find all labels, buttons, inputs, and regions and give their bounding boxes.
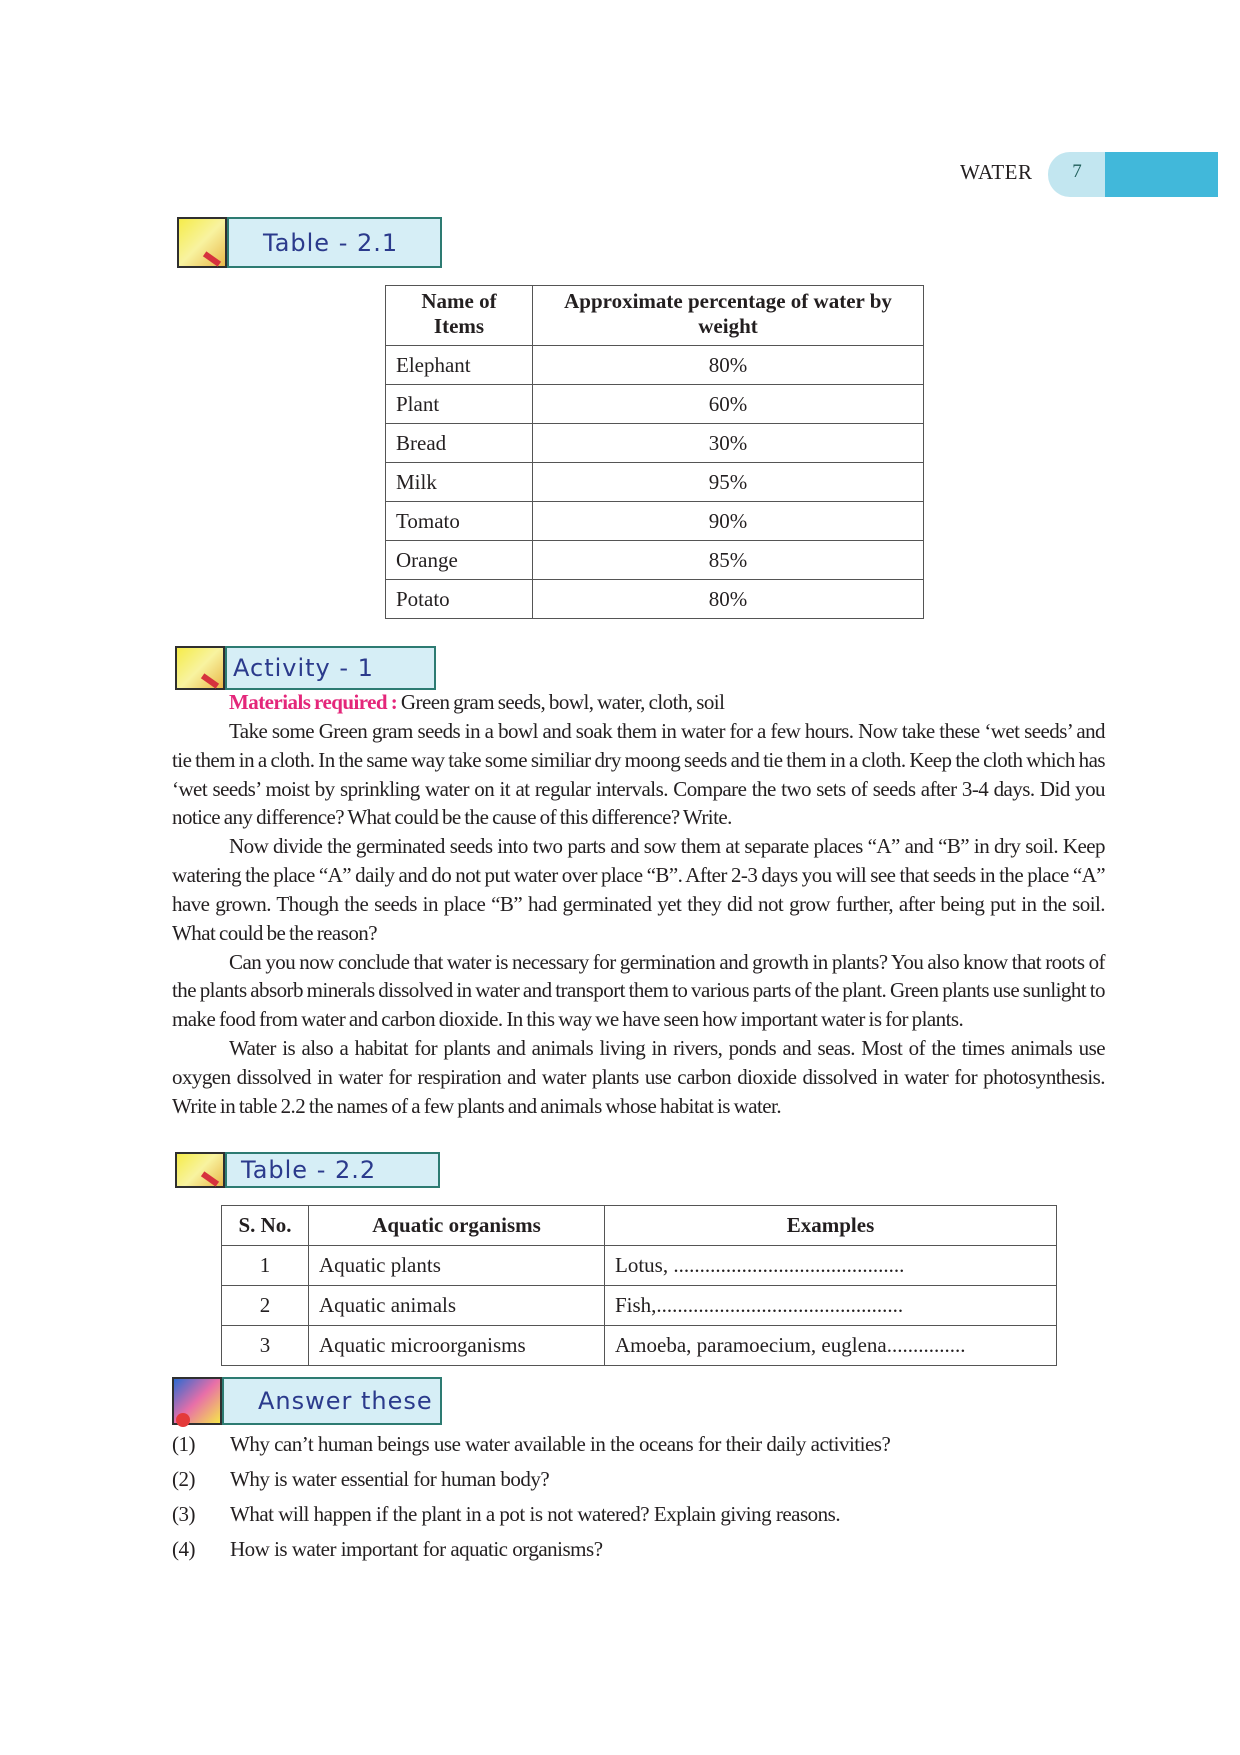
table-pencil-icon xyxy=(177,217,227,268)
activity-icon xyxy=(175,646,225,690)
question-number: (4) xyxy=(172,1537,195,1561)
organism-type: Aquatic animals xyxy=(309,1286,605,1326)
water-percentage: 95% xyxy=(533,463,924,502)
water-percentage: 60% xyxy=(533,385,924,424)
thinking-child-icon xyxy=(172,1377,222,1425)
table-row xyxy=(386,385,924,424)
item-name: Tomato xyxy=(386,502,533,541)
materials-line xyxy=(172,688,1105,717)
table-row xyxy=(222,1326,1057,1366)
water-percentage: 85% xyxy=(533,541,924,580)
column-header: Approximate percentage of water by weight xyxy=(533,286,924,346)
activity-text xyxy=(172,688,1105,1121)
table-pencil-icon xyxy=(175,1152,225,1188)
question xyxy=(172,1502,1105,1537)
table-row xyxy=(222,1286,1057,1326)
materials-value: Green gram seeds, bowl, water, cloth, soil xyxy=(400,690,725,714)
item-name: Potato xyxy=(386,580,533,619)
table-header-row xyxy=(386,286,924,346)
column-header: Examples xyxy=(605,1206,1057,1246)
table-row xyxy=(386,424,924,463)
table-row xyxy=(386,463,924,502)
water-percentage: 80% xyxy=(533,580,924,619)
question-number: (2) xyxy=(172,1467,195,1491)
label-text: Table - 2.2 xyxy=(225,1152,440,1188)
item-name: Milk xyxy=(386,463,533,502)
table-2-1-label xyxy=(177,217,442,268)
item-name: Plant xyxy=(386,385,533,424)
paragraph: Now divide the germinated seeds into two parts and sow them at separate places “A” and “B” in dry soil. Keep watering the place “A” daily and do not put water over place “B”. After 2-3 days you will see that seeds in the place “A” have grown. Though the seeds in place “B” had germinated yet they did not grow further, after being put in the soil. What could be the reason? xyxy=(172,834,1105,945)
question xyxy=(172,1467,1105,1502)
table-row xyxy=(386,541,924,580)
question xyxy=(172,1432,1105,1467)
header-color-bar xyxy=(1105,152,1218,197)
table-2-2-label xyxy=(175,1152,440,1188)
table-row xyxy=(386,346,924,385)
question-text: How is water important for aquatic organisms? xyxy=(230,1537,603,1561)
paragraph: Can you now conclude that water is necessary for germination and growth in plants? You also know that roots of the plants absorb minerals dissolved in water and transport them to various parts of the plant. Green plants use sunlight to make food from water and carbon dioxide. In this way we have seen how important water is for plants. xyxy=(172,949,1106,1032)
paragraph: Water is also a habitat for plants and animals living in rivers, ponds and seas. Most of the times animals use oxygen dissolved in water for respiration and water plants use carbon dioxide dissolved in water for photosynthesis. Write in table 2.2 the names of a few plants and animals whose habitat is water. xyxy=(172,1036,1105,1118)
column-header: S. No. xyxy=(222,1206,309,1246)
paragraph: Take some Green gram seeds in a bowl and soak them in water for a few hours. Now take these ‘wet seeds’ and tie them in a cloth. In the same way take some similiar dry moong seeds and tie them in a cloth. Keep the cloth which has ‘wet seeds’ moist by sprinkling water on it at regular intervals. Compare the two sets of seeds after 3-4 days. Did you notice any difference? What could be the cause of this difference? Write. xyxy=(172,718,1105,830)
water-percentage: 90% xyxy=(533,502,924,541)
table-row xyxy=(386,502,924,541)
water-percentage: 80% xyxy=(533,346,924,385)
materials-key: Materials required : xyxy=(229,690,398,714)
examples: Lotus, ............................................ xyxy=(605,1246,1057,1286)
water-percentage-table xyxy=(385,285,924,619)
item-name: Orange xyxy=(386,541,533,580)
label-text: Answer these xyxy=(222,1377,442,1425)
organism-type: Aquatic microorganisms xyxy=(309,1326,605,1366)
question-text: Why can’t human beings use water available in the oceans for their daily activities? xyxy=(230,1432,891,1456)
question-number: (1) xyxy=(172,1432,195,1456)
serial-number: 1 xyxy=(222,1246,309,1286)
examples: Amoeba, paramoecium, euglena............... xyxy=(605,1326,1057,1366)
serial-number: 2 xyxy=(222,1286,309,1326)
column-header: Aquatic organisms xyxy=(309,1206,605,1246)
item-name: Bread xyxy=(386,424,533,463)
label-text: Table - 2.1 xyxy=(227,217,442,268)
question xyxy=(172,1537,1105,1572)
question-text: Why is water essential for human body? xyxy=(230,1467,550,1491)
examples: Fish,............................................... xyxy=(605,1286,1057,1326)
question-text: What will happen if the plant in a pot is not watered? Explain giving reasons. xyxy=(230,1502,841,1526)
activity-1-label xyxy=(175,646,436,690)
chapter-title: WATER xyxy=(960,160,1033,184)
column-header: Name of Items xyxy=(386,286,533,346)
water-percentage: 30% xyxy=(533,424,924,463)
table-header-row xyxy=(222,1206,1057,1246)
table-row xyxy=(222,1246,1057,1286)
item-name: Elephant xyxy=(386,346,533,385)
answer-these-label xyxy=(172,1377,442,1425)
label-text: Activity - 1 xyxy=(225,646,436,690)
page-number: 7 xyxy=(1048,152,1106,197)
question-list xyxy=(172,1432,1105,1572)
serial-number: 3 xyxy=(222,1326,309,1366)
table-row xyxy=(386,580,924,619)
aquatic-organisms-table xyxy=(221,1205,1057,1366)
question-number: (3) xyxy=(172,1502,195,1526)
organism-type: Aquatic plants xyxy=(309,1246,605,1286)
